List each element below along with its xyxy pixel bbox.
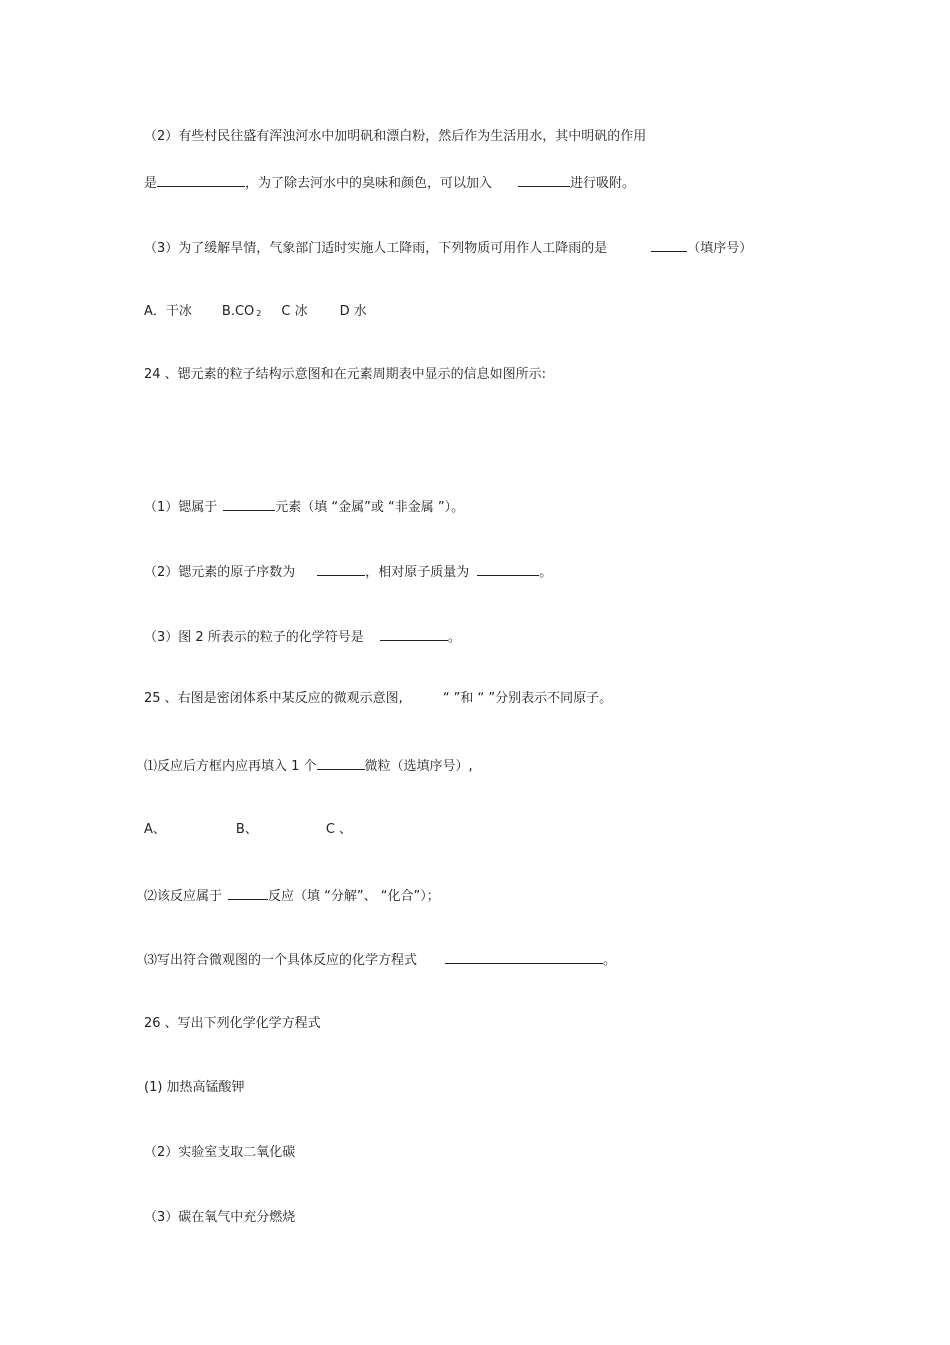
answer-blank-equation[interactable] (445, 949, 603, 964)
q25-option-a: A、 (144, 822, 166, 837)
q24-part1-text: （1）锶属于 (144, 500, 218, 515)
q24-part3 (144, 626, 461, 647)
q23-option-d: D 水 (339, 304, 367, 319)
q25-part1-text: ⑴反应后方框内应再填入 1 个 (144, 759, 317, 774)
q25-option-c: C 、 (325, 822, 353, 837)
answer-blank-rain-agent[interactable] (651, 237, 687, 252)
q23-part2-line1: （2）有些村民往盛有浑浊河水中加明矾和漂白粉，然后作为生活用水，其中明矾的作用 (144, 129, 647, 144)
q23-part2-prefix: 是 (144, 176, 158, 191)
q24-part1-suffix: 元素（填 “金属”或 “非金属 ”）。 (275, 500, 465, 515)
q24-stem: 24 、锶元素的粒子结构示意图和在元素周期表中显示的信息如图所示: (144, 367, 547, 382)
q26-part2: （2）实验室支取二氧化碳 (144, 1145, 296, 1160)
q23-option-a: A．干冰 (144, 304, 192, 319)
q23-part2-suffix: 进行吸附。 (570, 176, 636, 191)
q23-part3-suffix: （填序号） (687, 241, 753, 256)
q25-stem-legend: “ ”和 “ ”分别表示不同原子。 (442, 691, 613, 706)
q25-stem (144, 690, 612, 708)
q24-part2 (144, 561, 552, 582)
q23-part2-middle: ，为了除去河水中的臭味和颜色，可以加入 (245, 176, 493, 191)
q25-part2-text: ⑵该反应属于 (144, 889, 223, 904)
q25-part2-suffix: 反应（填 “分解”、 “化合”）； (268, 889, 440, 904)
answer-blank-particle-symbol[interactable] (380, 626, 448, 641)
answer-blank-adsorbent[interactable] (518, 172, 570, 187)
q24-part2-suffix: 。 (539, 565, 553, 580)
q25-part1-suffix: 微粒（选填序号）, (364, 759, 473, 774)
q25-part3 (144, 949, 616, 970)
q23-part3-text: （3）为了缓解旱情，气象部门适时实施人工降雨，下列物质可用作人工降雨的是 (144, 241, 608, 256)
q24-part3-text: （3）图 2 所表示的粒子的化学符号是 (144, 630, 364, 645)
q26-part3: （3）碳在氧气中充分燃烧 (144, 1210, 296, 1225)
q23-part2-line2 (144, 172, 635, 193)
answer-blank-element-type[interactable] (223, 496, 275, 511)
answer-blank-atomic-mass[interactable] (477, 561, 539, 576)
q24-part1 (144, 496, 464, 517)
q25-options (144, 821, 352, 839)
q26-stem: 26 、写出下列化学化学方程式 (144, 1016, 321, 1031)
q25-part1 (144, 755, 473, 776)
q25-option-b: B、 (235, 822, 258, 837)
answer-blank-alum-role[interactable] (157, 172, 245, 187)
answer-blank-atomic-number[interactable] (317, 561, 365, 576)
q23-option-c: C 冰 (281, 304, 308, 319)
q23-option-b: B.CO $_2$ (221, 304, 262, 319)
q25-part2 (144, 885, 440, 906)
q24-part2-middle: ，相对原子质量为 (365, 565, 470, 580)
q25-stem-text: 25 、右图是密闭体系中某反应的微观示意图, (144, 691, 403, 706)
answer-blank-reaction-type[interactable] (228, 885, 268, 900)
q26-part1: (1) 加热高锰酸钾 (144, 1080, 245, 1095)
q23-part3 (144, 237, 752, 258)
q25-part3-suffix: 。 (603, 953, 617, 968)
q24-part2-text: （2）锶元素的原子序数为 (144, 565, 296, 580)
q24-part3-suffix: 。 (447, 630, 461, 645)
q25-part3-text: ⑶写出符合微观图的一个具体反应的化学方程式 (144, 953, 418, 968)
answer-blank-particle-choice[interactable] (317, 755, 365, 770)
q23-options (144, 303, 367, 322)
